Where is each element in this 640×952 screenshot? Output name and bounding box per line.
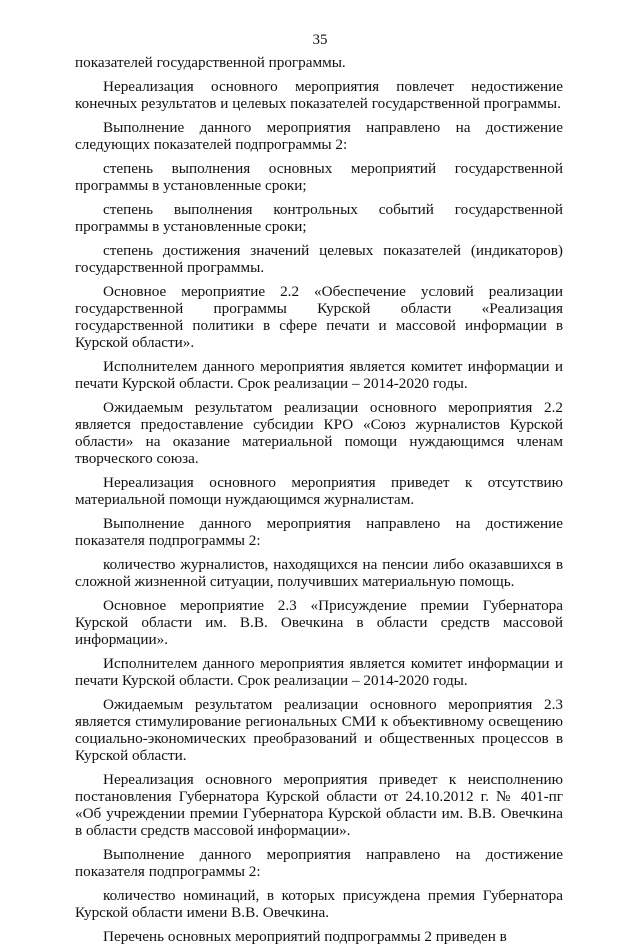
paragraph: Нереализация основного мероприятия приведет к отсутствию материальной помощи нуждающимся журналистам. [75, 474, 563, 508]
paragraph: Исполнителем данного мероприятия является комитет информации и печати Курской области. Срок реализации – 2014-2020 годы. [75, 358, 563, 392]
document-body [75, 54, 563, 952]
paragraph: Нереализация основного мероприятия повлечет недостижение конечных результатов и целевых показателей государственной программы. [75, 78, 563, 112]
paragraph: Ожидаемым результатом реализации основного мероприятия 2.3 является стимулирование региональных СМИ к объективному освещению социально-экономических преобразований и общественных процессов в Курской области. [75, 696, 563, 764]
paragraph: количество номинаций, в которых присуждена премия Губернатора Курской области имени В.В. Овечкина. [75, 887, 563, 921]
paragraph: Ожидаемым результатом реализации основного мероприятия 2.2 является предоставление субсидии КРО «Союз журналистов Курской области» на оказание материальной помощи нуждающимся членам творческого союза. [75, 399, 563, 467]
paragraph: Исполнителем данного мероприятия является комитет информации и печати Курской области. Срок реализации – 2014-2020 годы. [75, 655, 563, 689]
paragraph: Выполнение данного мероприятия направлено на достижение показателя подпрограммы 2: [75, 846, 563, 880]
paragraph: показателей государственной программы. [75, 54, 346, 71]
paragraph: Основное мероприятие 2.3 «Присуждение премии Губернатора Курской области им. В.В. Овечкина в области средств массовой информации». [75, 597, 563, 648]
paragraph: степень выполнения контрольных событий государственной программы в установленные сроки; [75, 201, 563, 235]
paragraph: Основное мероприятие 2.2 «Обеспечение условий реализации государственной программы Курской области «Реализация государственной политики в сфере печати и массовой информации в Курской области». [75, 283, 563, 351]
paragraph: степень выполнения основных мероприятий государственной программы в установленные сроки; [75, 160, 563, 194]
paragraph: Перечень основных мероприятий подпрограммы 2 приведен в [103, 928, 507, 945]
paragraph: Нереализация основного мероприятия приведет к неисполнению постановления Губернатора Курской области от 24.10.2012 г. № 401-пг «Об учреждении премии Губернатора Курской области им. В.В. Овечкина в области средств массовой информации». [75, 771, 563, 839]
paragraph: степень достижения значений целевых показателей (индикаторов) государственной программы. [75, 242, 563, 276]
paragraph: количество журналистов, находящихся на пенсии либо оказавшихся в сложной жизненной ситуации, получивших материальную помощь. [75, 556, 563, 590]
page-number: 35 [312, 32, 328, 48]
paragraph: Выполнение данного мероприятия направлено на достижение показателя подпрограммы 2: [75, 515, 563, 549]
paragraph: Выполнение данного мероприятия направлено на достижение следующих показателей подпрограммы 2: [75, 119, 563, 153]
